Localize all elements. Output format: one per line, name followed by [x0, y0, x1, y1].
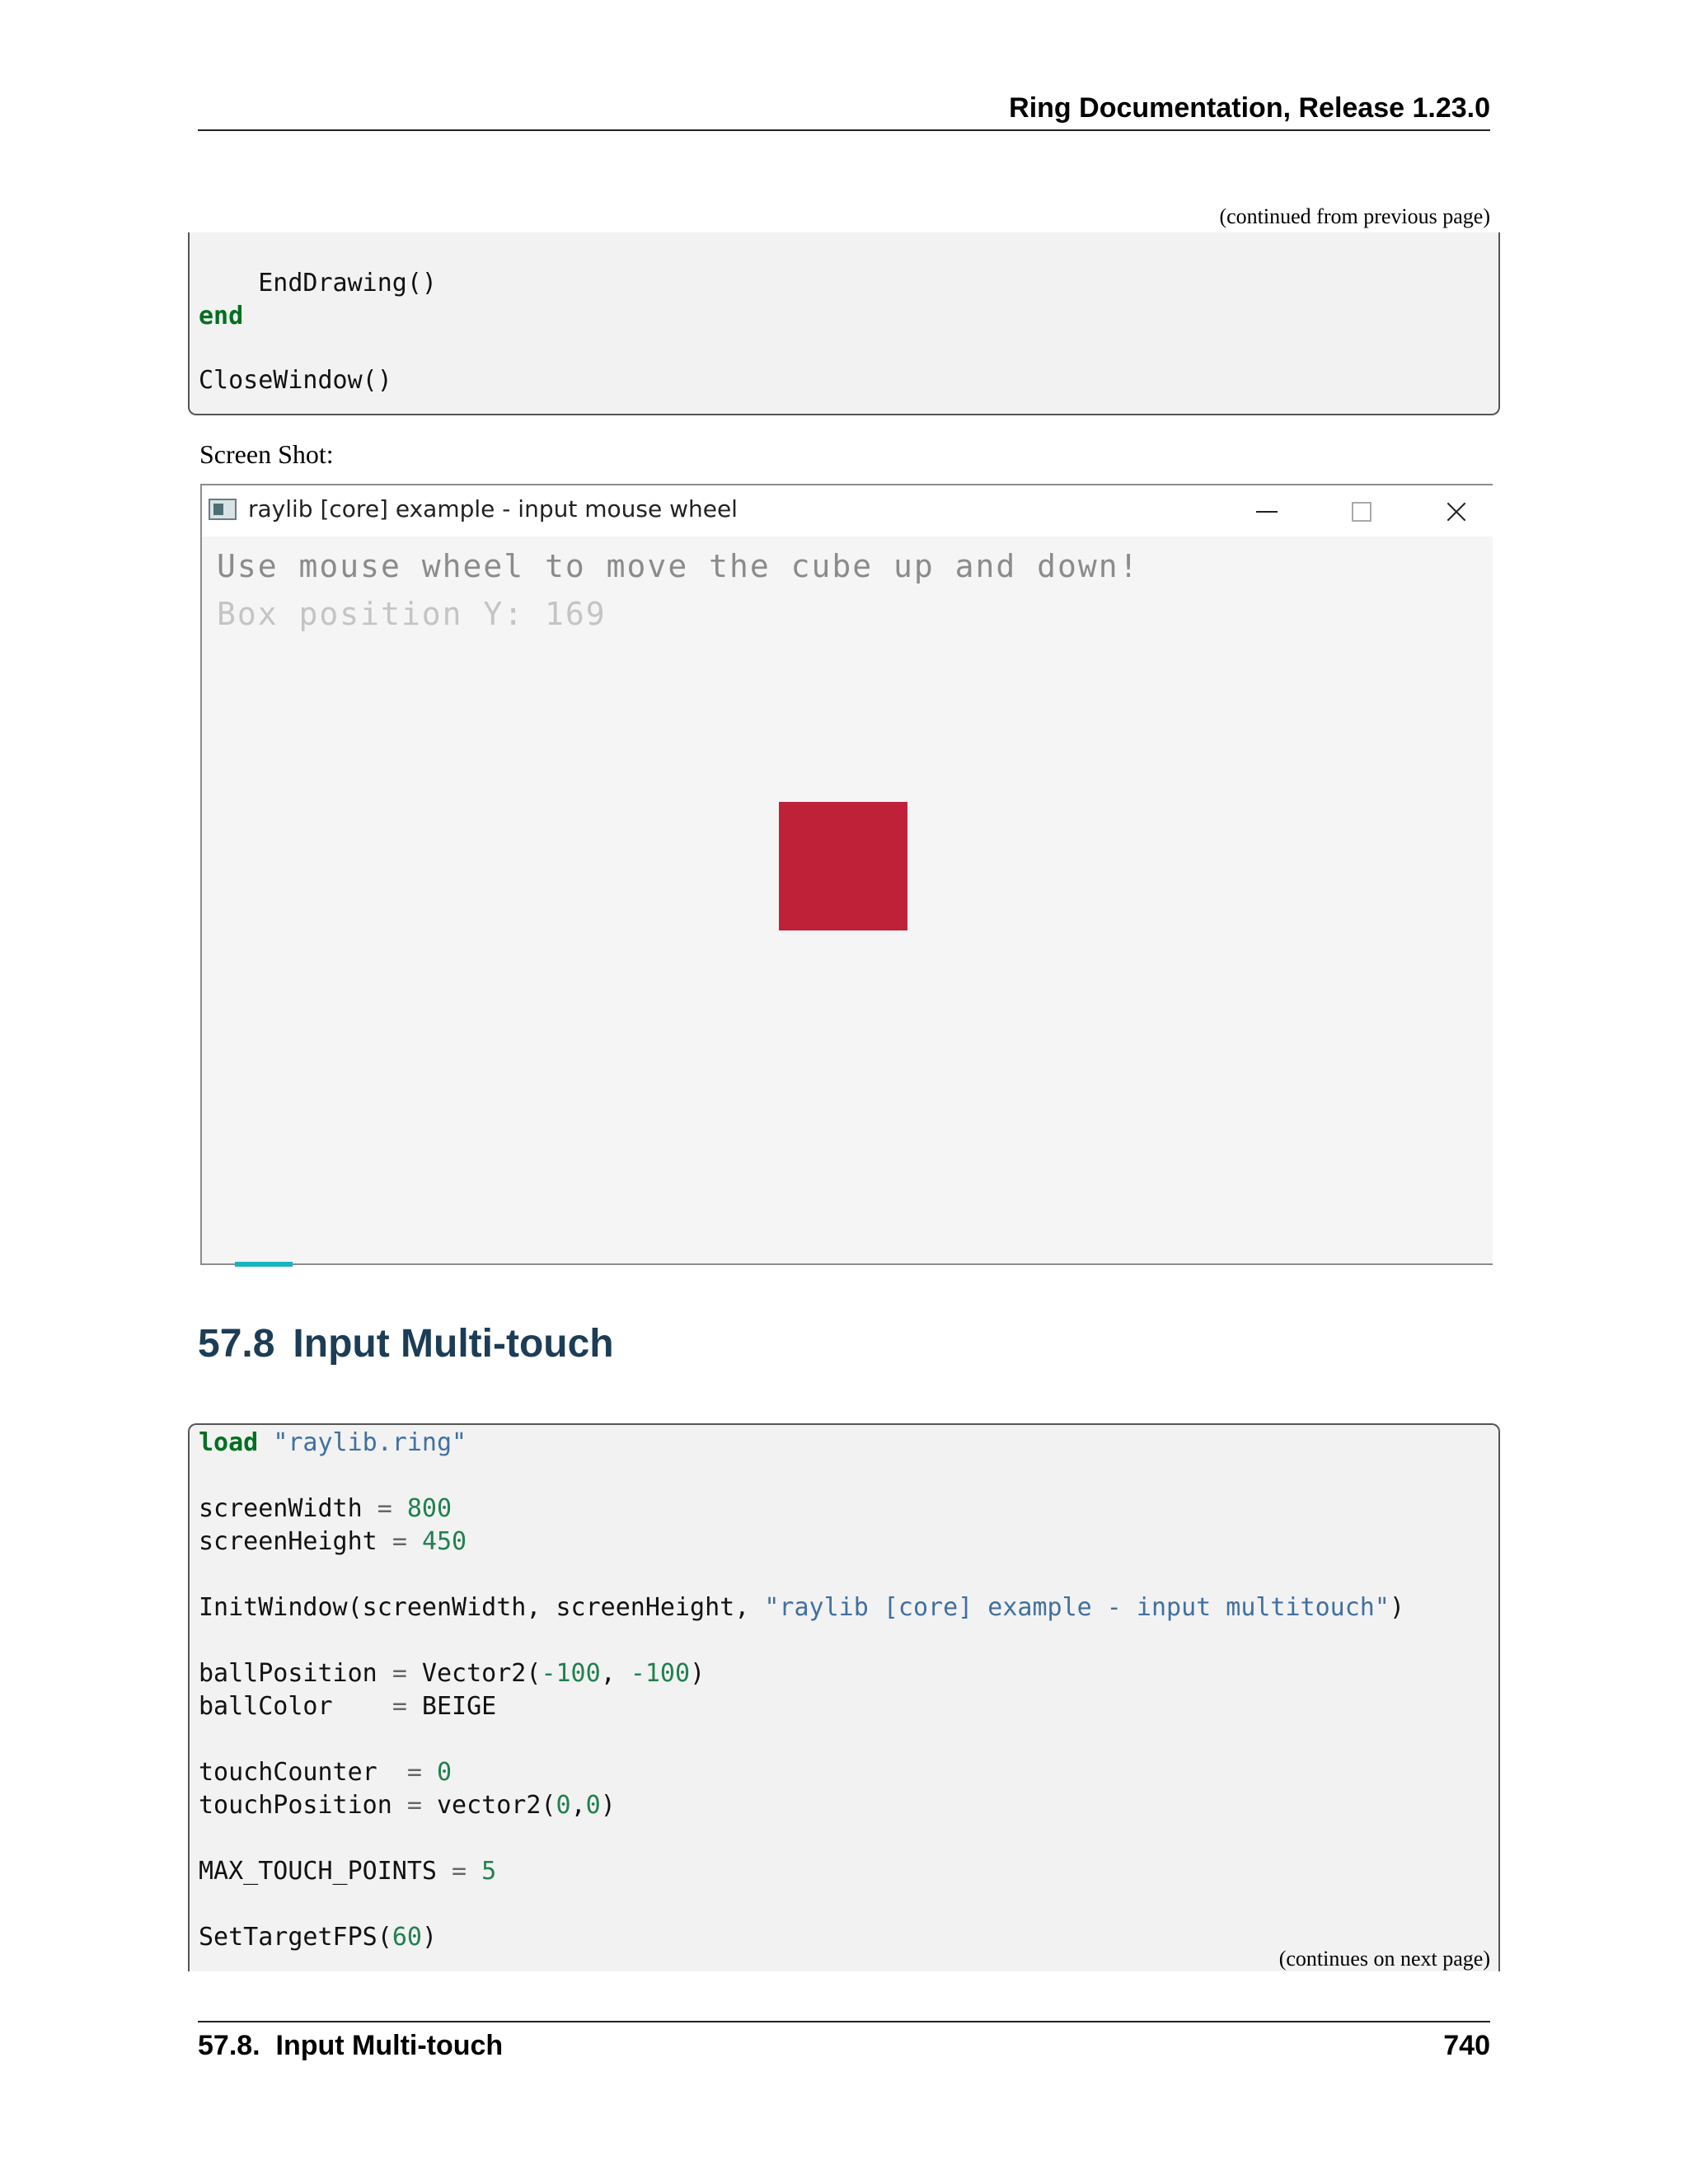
code-line [199, 1690, 496, 1723]
section-number: 57.8 [198, 1322, 275, 1366]
code-line [199, 1526, 467, 1558]
code-number: 60 [392, 1923, 422, 1952]
box-position-text: Box position Y: 169 [217, 596, 607, 632]
red-cube [779, 802, 907, 930]
code-text: EndDrawing() [199, 269, 437, 298]
code-text: ballColor [199, 1692, 392, 1721]
section-heading [198, 1321, 614, 1366]
code-line [199, 267, 437, 300]
code-text: ) [1389, 1593, 1404, 1622]
code-number: 450 [421, 1527, 467, 1556]
code-line [199, 364, 392, 397]
code-text: MAX_TOUCH_POINTS [199, 1857, 452, 1886]
code-number: 5 [481, 1857, 497, 1886]
code-text: InitWindow(screenWidth, screenHeight, [199, 1593, 765, 1622]
code-text: Vector2( [406, 1659, 542, 1688]
code-operator: = [406, 1758, 422, 1787]
code-number: 800 [406, 1494, 452, 1523]
code-keyword: load [199, 1428, 259, 1457]
code-number: -100 [541, 1659, 601, 1688]
code-line [199, 1493, 452, 1526]
section-title: Input Multi-touch [293, 1322, 614, 1366]
code-operator: = [392, 1527, 407, 1556]
code-block-continued [188, 232, 1500, 415]
code-operator: = [452, 1857, 467, 1886]
code-keyword: end [199, 302, 244, 330]
code-line [199, 1657, 705, 1690]
code-number: 0 [437, 1758, 452, 1787]
instruction-text: Use mouse wheel to move the cube up and down! [217, 548, 1140, 584]
code-text: vector2( [421, 1791, 556, 1820]
code-text: ) [421, 1923, 437, 1952]
taskbar-accent [235, 1262, 293, 1267]
minimize-icon [1242, 494, 1292, 530]
code-operator: = [377, 1494, 392, 1523]
page-number: 740 [1443, 2030, 1490, 2061]
continued-from-note: (continued from previous page) [1219, 204, 1490, 228]
code-number: 0 [556, 1791, 571, 1820]
code-text: touchCounter [199, 1758, 407, 1787]
code-text: screenHeight [199, 1527, 392, 1556]
code-string: "raylib.ring" [273, 1428, 467, 1457]
code-string: "raylib [core] example - input multitouch" [764, 1593, 1390, 1622]
screenshot-caption: Screen Shot: [199, 439, 334, 469]
code-text: BEIGE [406, 1692, 497, 1721]
code-text: , [600, 1659, 631, 1688]
close-icon [1432, 494, 1481, 530]
code-operator: = [406, 1791, 422, 1820]
header-rule [198, 129, 1490, 131]
code-line [199, 1591, 1404, 1624]
code-line [199, 1427, 467, 1460]
code-text: ) [600, 1791, 616, 1820]
code-text: , [570, 1791, 586, 1820]
code-text: ) [690, 1659, 706, 1688]
window-title: raylib [core] example - input mouse wheel [248, 495, 738, 523]
continues-on-note: (continues on next page) [1278, 1947, 1490, 1971]
code-block-multitouch [188, 1423, 1500, 1971]
running-header-title: Ring Documentation, Release 1.23.0 [1009, 92, 1490, 124]
code-number: 0 [585, 1791, 601, 1820]
footer-section: 57.8. Input Multi-touch [198, 2030, 504, 2061]
footer-rule [198, 2021, 1490, 2022]
screenshot-window [200, 484, 1493, 1265]
code-operator: = [392, 1692, 407, 1721]
code-text: SetTargetFPS( [199, 1923, 392, 1952]
code-operator: = [392, 1659, 407, 1688]
code-line [199, 1921, 437, 1954]
code-text: ballPosition [199, 1659, 392, 1688]
code-line [199, 1789, 616, 1822]
app-window-icon [209, 499, 237, 520]
maximize-icon [1336, 494, 1386, 530]
window-titlebar [202, 485, 1493, 537]
code-line [199, 300, 243, 333]
code-line [199, 1756, 452, 1789]
code-text: CloseWindow() [199, 366, 392, 395]
code-text: touchPosition [199, 1791, 407, 1820]
code-line [199, 1855, 496, 1888]
code-number: -100 [630, 1659, 691, 1688]
code-text: screenWidth [199, 1494, 377, 1523]
